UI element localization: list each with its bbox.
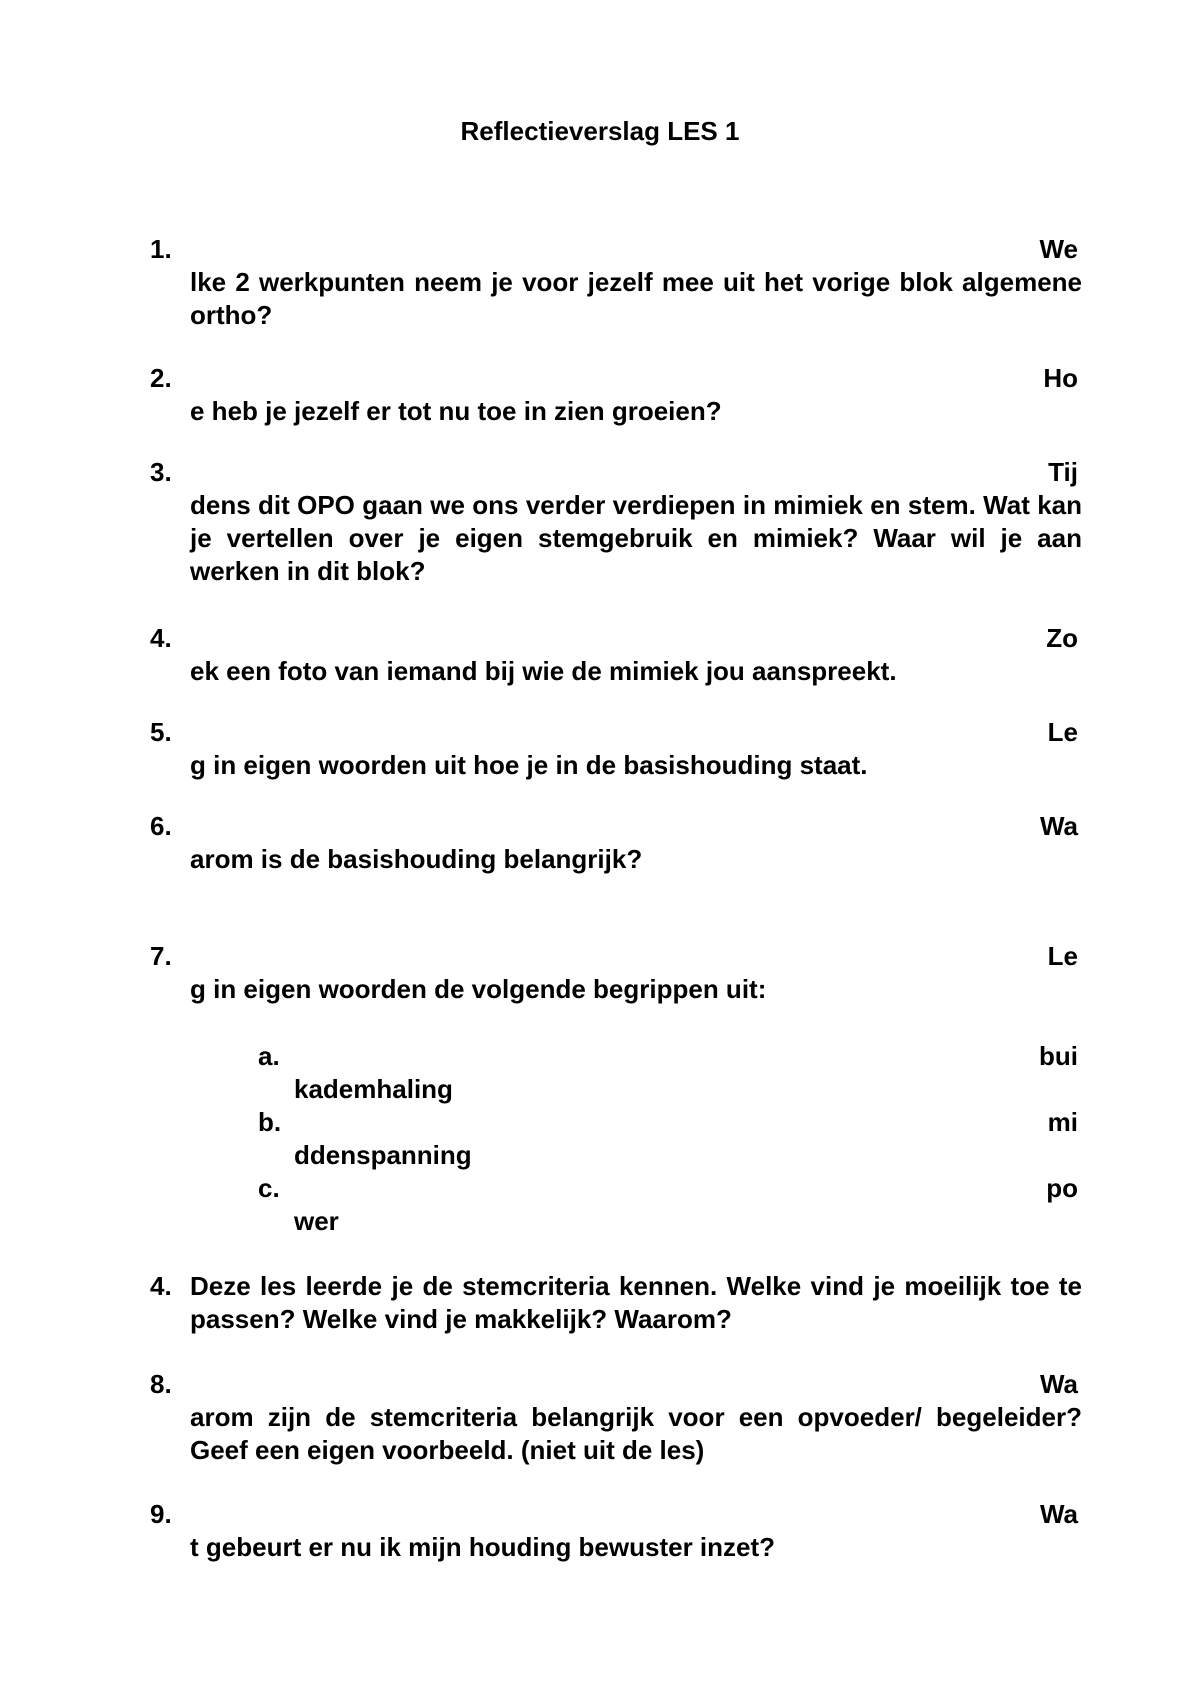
question-2 bbox=[150, 362, 1082, 428]
subitem-text: ddenspanning bbox=[294, 1140, 472, 1170]
subitem-start: po bbox=[1046, 1173, 1078, 1203]
question-number: 8. bbox=[150, 1369, 172, 1399]
question-number: 3. bbox=[150, 457, 172, 487]
question-start: Le bbox=[1047, 941, 1078, 971]
subitem-letter: a. bbox=[258, 1041, 280, 1071]
question-start: Wa bbox=[1039, 811, 1078, 841]
subitem-text: wer bbox=[294, 1206, 339, 1236]
question-7 bbox=[150, 940, 1082, 1006]
question-text: ek een foto van iemand bij wie de mimiek jou aanspreekt. bbox=[190, 656, 897, 686]
question-8 bbox=[150, 1368, 1082, 1467]
question-text: t gebeurt er nu ik mijn houding bewuster inzet? bbox=[190, 1532, 776, 1562]
question-start: Zo bbox=[1046, 623, 1078, 653]
question-4b bbox=[150, 1270, 1082, 1336]
subitem-b bbox=[258, 1106, 1082, 1172]
question-9 bbox=[150, 1498, 1082, 1564]
question-text: Deze les leerde je de stemcriteria kennen. Welke vind je moeilijk toe te passen? Welke vind je makkelijk? Waarom? bbox=[190, 1271, 1082, 1334]
question-5 bbox=[150, 716, 1082, 782]
subitem-text: kademhaling bbox=[294, 1074, 453, 1104]
question-number: 2. bbox=[150, 363, 172, 393]
question-number: 4. bbox=[150, 623, 172, 653]
subitem-c bbox=[258, 1172, 1082, 1238]
question-6 bbox=[150, 810, 1082, 876]
question-start: Wa bbox=[1039, 1369, 1078, 1399]
subitem-letter: c. bbox=[258, 1173, 280, 1203]
subitem-letter: b. bbox=[258, 1107, 282, 1137]
question-number: 4. bbox=[150, 1271, 172, 1301]
page-title: Reflectieverslag LES 1 bbox=[460, 116, 740, 146]
question-start: Ho bbox=[1043, 363, 1078, 393]
question-text: arom is de basishouding belangrijk? bbox=[190, 844, 643, 874]
question-text: arom zijn de stemcriteria belangrijk voor een opvoeder/ begeleider? Geef een eigen voorbeeld. (niet uit de les) bbox=[190, 1402, 1082, 1465]
question-1 bbox=[150, 233, 1082, 332]
question-number: 6. bbox=[150, 811, 172, 841]
question-4 bbox=[150, 622, 1082, 688]
question-number: 9. bbox=[150, 1499, 172, 1529]
subitem-a bbox=[258, 1040, 1082, 1106]
question-number: 1. bbox=[150, 234, 172, 264]
question-start: Wa bbox=[1039, 1499, 1078, 1529]
question-3 bbox=[150, 456, 1082, 588]
question-start: Tij bbox=[1048, 457, 1078, 487]
question-start: Le bbox=[1047, 717, 1078, 747]
question-text: e heb je jezelf er tot nu toe in zien groeien? bbox=[190, 396, 722, 426]
question-text: dens dit OPO gaan we ons verder verdiepen in mimiek en stem. Wat kan je vertellen over je eigen stemgebruik en mimiek? Waar wil je aan werken in dit blok? bbox=[190, 490, 1082, 586]
question-text: g in eigen woorden de volgende begrippen uit: bbox=[190, 974, 767, 1004]
question-number: 5. bbox=[150, 717, 172, 747]
question-number: 7. bbox=[150, 941, 172, 971]
subitem-start: bui bbox=[1039, 1041, 1078, 1071]
question-text: lke 2 werkpunten neem je voor jezelf mee uit het vorige blok algemene ortho? bbox=[190, 267, 1082, 330]
subitem-start: mi bbox=[1047, 1107, 1078, 1137]
question-start: We bbox=[1039, 234, 1078, 264]
question-text: g in eigen woorden uit hoe je in de basishouding staat. bbox=[190, 750, 868, 780]
